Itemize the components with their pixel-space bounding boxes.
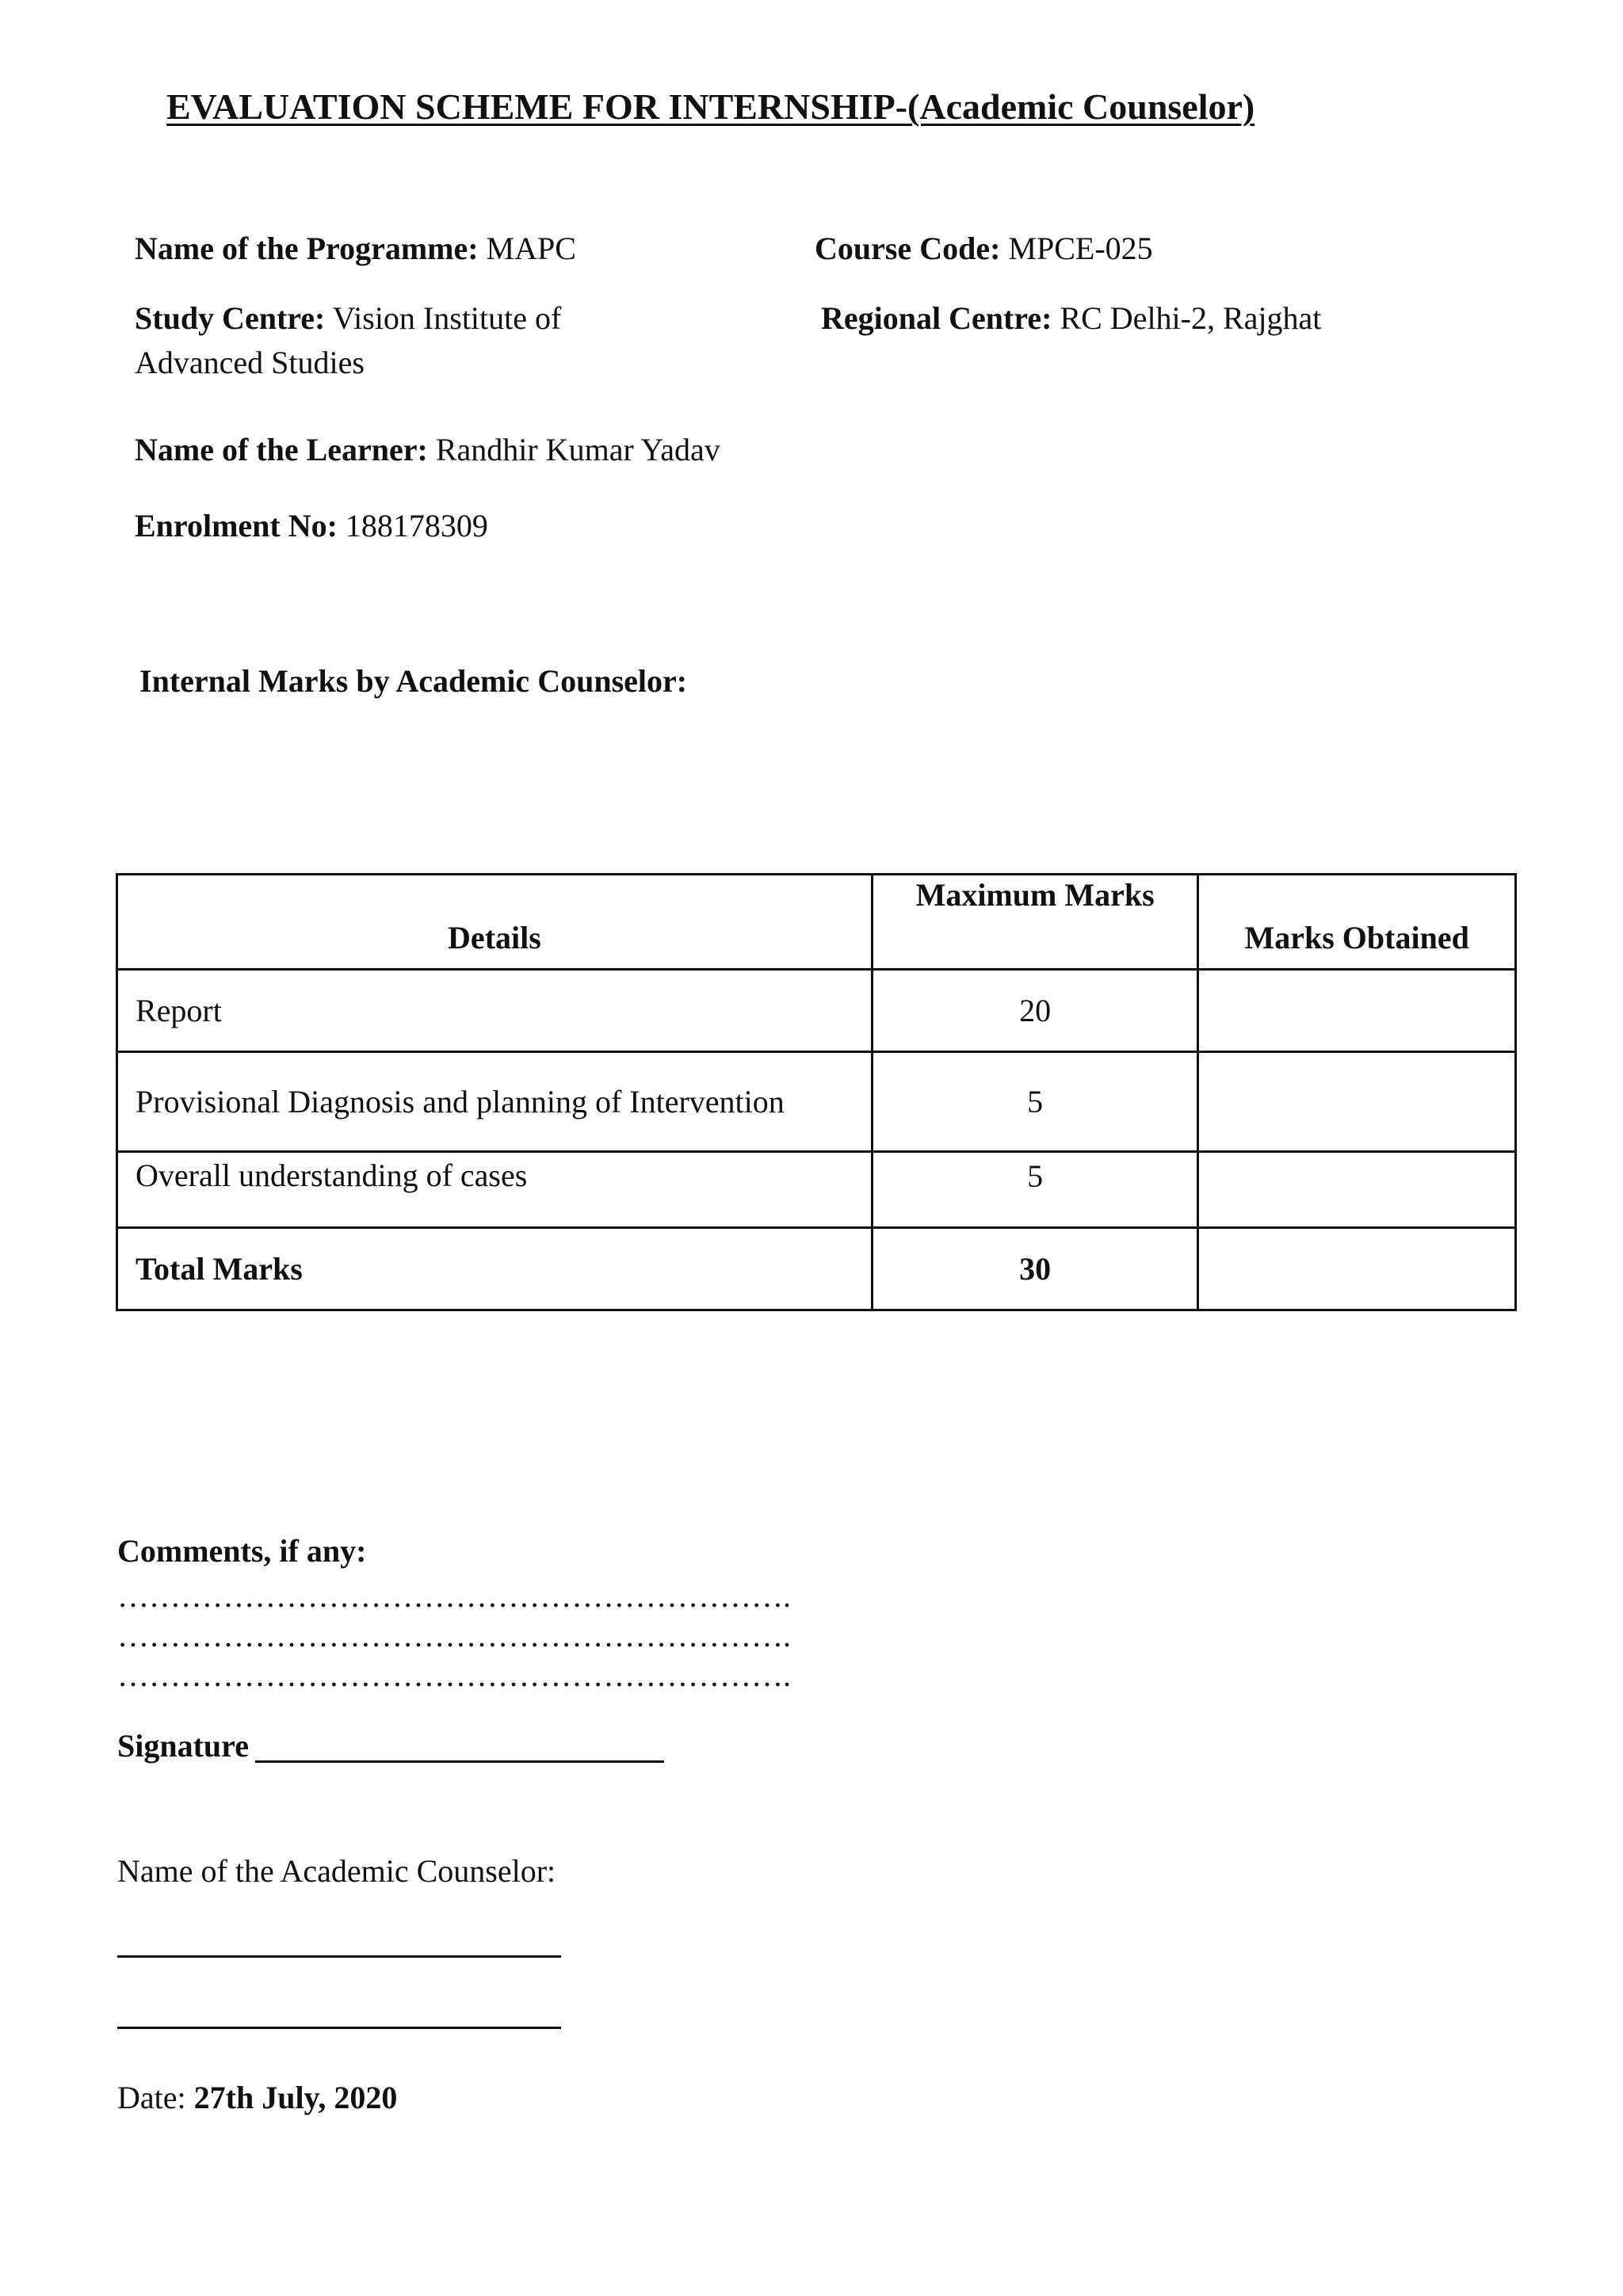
enrolment-label: Enrolment No: — [135, 508, 338, 543]
course-code-field — [815, 227, 1153, 271]
comments-label: Comments, if any: — [117, 1533, 367, 1569]
regional-centre-label: Regional Centre: — [821, 300, 1052, 336]
table-header-row — [117, 875, 1516, 970]
total-row — [117, 1228, 1516, 1310]
course-code-label: Course Code: — [815, 231, 1001, 266]
row-max-marks: 20 — [872, 970, 1197, 1052]
table-row — [117, 1052, 1516, 1152]
study-centre-value: Vision Institute of Advanced Studies — [135, 300, 562, 380]
learner-field — [135, 428, 720, 472]
comments-line[interactable]: ………………………………………………………. — [117, 1578, 791, 1614]
table-row — [117, 970, 1516, 1052]
row-details: Overall understanding of cases — [117, 1152, 873, 1228]
row-max-marks: 5 — [872, 1052, 1197, 1152]
counselor-name-line-2[interactable] — [117, 2027, 561, 2029]
header-marks-obtained: Marks Obtained — [1198, 875, 1516, 970]
total-marks-obtained[interactable] — [1198, 1228, 1516, 1310]
regional-centre-value: RC Delhi-2, Rajghat — [1060, 300, 1322, 336]
programme-field — [135, 227, 576, 271]
regional-centre-field — [821, 296, 1321, 341]
enrolment-value: 188178309 — [345, 508, 488, 543]
header-details: Details — [117, 875, 873, 970]
enrolment-field — [135, 504, 488, 548]
counselor-name-line[interactable] — [117, 1955, 561, 1958]
comments-line[interactable]: ………………………………………………………. — [117, 1657, 791, 1693]
row-marks-obtained[interactable] — [1198, 1052, 1516, 1152]
row-marks-obtained[interactable] — [1198, 1152, 1516, 1228]
course-code-value: MPCE-025 — [1008, 231, 1153, 266]
marks-table — [116, 873, 1517, 1311]
row-details: Provisional Diagnosis and planning of Intervention — [117, 1052, 873, 1152]
row-details: Report — [117, 970, 873, 1052]
comments-line[interactable]: ………………………………………………………. — [117, 1618, 791, 1653]
row-max-marks: 5 — [872, 1152, 1197, 1228]
programme-value: MAPC — [486, 231, 576, 266]
study-centre-label: Study Centre: — [135, 300, 326, 336]
learner-label: Name of the Learner: — [135, 432, 428, 467]
table-row — [117, 1152, 1516, 1228]
date-value: 27th July, 2020 — [193, 2080, 398, 2115]
row-marks-obtained[interactable] — [1198, 970, 1516, 1052]
study-centre-field — [135, 296, 626, 385]
counselor-name-label: Name of the Academic Counselor: — [117, 1853, 556, 1889]
learner-value: Randhir Kumar Yadav — [435, 432, 720, 467]
header-maximum-marks: Maximum Marks — [872, 875, 1197, 970]
programme-label: Name of the Programme: — [135, 231, 479, 266]
total-max-marks: 30 — [872, 1228, 1197, 1310]
total-label: Total Marks — [117, 1228, 873, 1310]
internal-marks-heading: Internal Marks by Academic Counselor: — [139, 663, 688, 699]
date-label: Date: — [117, 2080, 186, 2115]
document-title: EVALUATION SCHEME FOR INTERNSHIP-(Academic Counselor) — [166, 86, 1255, 127]
signature-label: Signature — [117, 1728, 249, 1764]
signature-line[interactable] — [255, 1760, 664, 1763]
date-field — [117, 2076, 397, 2120]
